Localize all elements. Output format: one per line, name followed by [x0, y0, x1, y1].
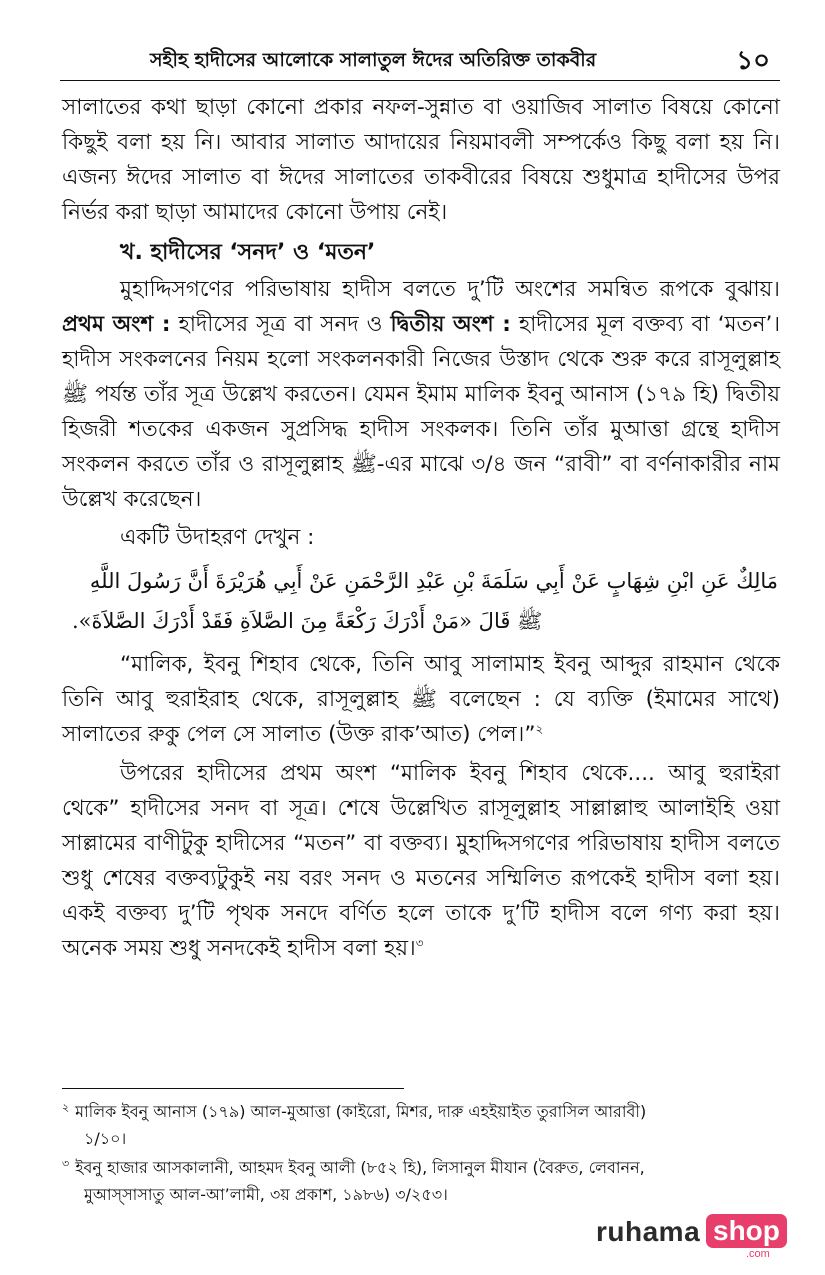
explanation-text: উপরের হাদীসের প্রথম অংশ “মালিক ইবনু শিহাব থেকে.... আবু হুরাইরা থেকে” হাদীসের সনদ বা সূত্র। শেষে উল্লেখিত রাসূলুল্লাহ সাল্লাল্লাহু আলাইহি ওয়া সাল্লামের বাণীটুকু হাদীসের “মতন” বা বক্তব্য। মুহাদ্দিসগণের পরিভাষায় হাদীস বলতে শুধু শেষের বক্তব্যটুকুই নয় বরং সনদ ও মতনের সম্মিলিত রূপকেই হাদীস বলা হয়। একই বক্তব্য দু’টি পৃথক সনদে বর্ণিত হলে তাকে দু’টি হাদীস বলে গণ্য করা হয়। অনেক সময় শুধু সনদকেই হাদীস বলা হয়।	[62, 761, 780, 961]
paragraph-continuation: সালাতের কথা ছাড়া কোনো প্রকার নফল-সুন্নাত বা ওয়াজিব সালাত বিষয়ে কোনো কিছুই বলা হয় নি। আবার সালাত আদায়ের নিয়মাবলী সম্পর্কেও কিছু বলা হয় নি। এজন্য ঈদের সালাত বা ঈদের সালাতের তাকবীরের বিষয়ে শুধুমাত্র হাদীসের উপর নির্ভর করা ছাড়া আমাদের কোনো উপায় নেই।	[62, 95, 780, 225]
footnote-marker-3: ৩	[415, 935, 424, 950]
section-heading: খ. হাদীসের ‘সনদ’ ও ‘মতন’	[120, 240, 376, 265]
paragraph-text: হাদীসের মূল বক্তব্য বা ‘মতন’। হাদীস সংকলনের নিয়ম হলো সংকলনকারী নিজের উস্তাদ থেকে শুরু করে রাসূলুল্লাহ ﷺ পর্যন্ত তাঁর সূত্র উল্লেখ করতেন। যেমন ইমাম মালিক ইবনু আনাস (১৭৯ হি) দ্বিতীয় হিজরী শতকের একজন সুপ্রসিদ্ধ হাদীস সংকলক। তিনি তাঁর মুআত্তা গ্রন্থে হাদীস সংকলন করতে তাঁর ও রাসূলুল্লাহ ﷺ-এর মাঝে ৩/৪ জন “রাবী” বা বর্ণনাকারীর নাম উল্লেখ করেছেন।	[62, 312, 781, 512]
watermark-badge: shop	[706, 1214, 787, 1248]
footnote-number: ২	[62, 1100, 70, 1114]
footnote-item	[62, 1098, 782, 1152]
page-header	[60, 40, 780, 81]
hadith-translation	[62, 647, 780, 752]
running-title: সহীহ হাদীসের আলোকে সালাতুল ঈদের অতিরিক্ত তাকবীর	[150, 49, 597, 71]
footnote-number: ৩	[62, 1156, 70, 1170]
bold-term-first-part: প্রথম অংশ :	[62, 312, 171, 337]
watermark-text: ruhama	[596, 1216, 701, 1247]
paragraph-sanad-matn	[62, 272, 780, 517]
paragraph-explanation	[62, 756, 780, 966]
footnote-divider	[62, 1088, 404, 1089]
bold-term-second-part: দ্বিতীয় অংশ :	[390, 312, 511, 337]
footnote-continuation: ১/১০।	[84, 1129, 127, 1148]
footnote-continuation: মুআস্সাসাতু আল-আ’লামী, ৩য় প্রকাশ, ১৯৮৬) ৩/২৫৩।	[84, 1185, 448, 1204]
page-body	[62, 90, 780, 966]
example-label: একটি উদাহরণ দেখুন :	[120, 525, 315, 550]
footnotes	[62, 1098, 782, 1210]
footnote-text: ইবনু হাজার আসকালানী, আহমদ ইবনু আলী (৮৫২ হি), লিসানুল মীযান (বৈরুত, লেবানন,	[75, 1158, 645, 1177]
translation-text: “মালিক, ইবনু শিহাব থেকে, তিনি আবু সালামাহ ইবনু আব্দুর রাহমান থেকে তিনি আবু হুরাইরাহ থেকে, রাসূলুল্লাহ ﷺ বলেছেন : যে ব্যক্তি (ইমামের সাথে) সালাতের রুকু পেল সে সালাত (উক্ত রাক’আত) পেল।”	[62, 652, 780, 747]
site-watermark	[596, 1214, 786, 1260]
paragraph-text: হাদীসের সূত্র বা সনদ ও	[178, 312, 383, 337]
page-number: ১০	[736, 46, 770, 76]
footnote-marker-2: ২	[535, 721, 544, 736]
arabic-hadith-text: مَالِكٌ عَنِ ابْنِ شِهَابٍ عَنْ أَبِي سَلَمَةَ بْنِ عَبْدِ الرَّحْمَنِ عَنْ أَبِي هُرَيْرَةَ أَنَّ رَسُولَ اللَّهِ ﷺ قَالَ «مَنْ أَدْرَكَ رَكْعَةً مِنَ الصَّلاَةِ فَقَدْ أَدْرَكَ الصَّلاَةَ».	[72, 569, 778, 633]
footnote-item	[62, 1154, 782, 1208]
watermark-domain: .com	[746, 1248, 770, 1260]
footnote-text: মালিক ইবনু আনাস (১৭৯) আল-মুআত্তা (কাইরো, মিশর, দারু এহইয়াইত তুরাসিল আরাবী)	[75, 1102, 647, 1121]
paragraph-text: মুহাদ্দিসগণের পরিভাষায় হাদীস বলতে দু’টি অংশের সমন্বিত রূপকে বুঝায়।	[120, 277, 780, 302]
